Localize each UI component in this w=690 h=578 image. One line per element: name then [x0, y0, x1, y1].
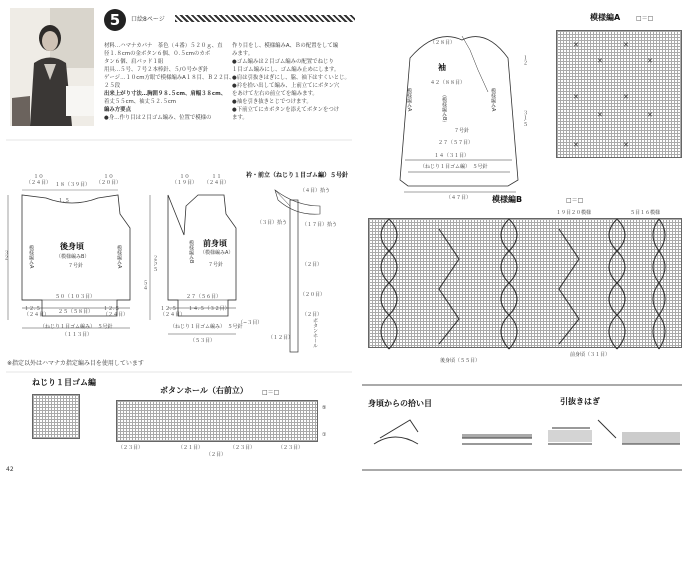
chart-a-cross: ✕ [597, 111, 603, 119]
sleeve-mid: ２７（５７目） [438, 140, 474, 146]
back-hem: ２５（５８目） [58, 309, 94, 315]
chart-b-top1: １９目２０模様 [556, 210, 592, 216]
buttonhole-title: ボタンホール（右前立） [160, 386, 248, 395]
back-pattern-a-left: 模様編みA [28, 245, 34, 269]
front-rib: （ねじり１目ゴム編み） ５号針 [170, 324, 243, 330]
page-number: 42 [6, 466, 14, 473]
buttonhole-legend: □＝□ [262, 389, 280, 396]
sleeve-top: （２８目） [430, 40, 456, 46]
pattern-number: 5 [104, 9, 126, 31]
back-bottom: （１１３目） [62, 332, 93, 338]
sleeve-bottom-in: １４（３１目） [434, 153, 470, 159]
front-needle: ７号針 [208, 262, 224, 268]
back-neck: １.５ [58, 198, 70, 204]
technique-pickup-title: 身頃からの拾い目 [368, 399, 432, 408]
back-needle: ７号針 [68, 263, 84, 269]
front-h2: ５４ [142, 280, 148, 290]
sleeve-length: ３１.５ [522, 110, 528, 127]
back-pattern-a-right: 模様編みA [116, 245, 122, 269]
chart-a-cross: ✕ [597, 57, 603, 65]
front-pattern-b: 模様編みB [188, 240, 194, 264]
front-title: 前身頃 [203, 239, 227, 248]
bh-row-1: ① [322, 432, 327, 438]
front-width: ２７（５６目） [186, 294, 222, 300]
collar-label-0: （４目）拾う [300, 188, 331, 194]
footnote: ※指定以外はハマナカ指定編み目を使用しています [7, 360, 144, 367]
bh-label-3: （２３目） [278, 445, 304, 451]
bh-label-0: （２３目） [118, 445, 144, 451]
sleeve-rib: （ねじり１目ゴム編） ５号針 [420, 164, 488, 170]
chart-a-cross: ✕ [573, 141, 579, 149]
bh-row-5: ⑤ [322, 405, 327, 411]
chart-a-cross: ✕ [647, 111, 653, 119]
collar-label-2: （１７目）拾う [302, 222, 338, 228]
back-rib: （ねじり１目ゴム編み） ５号針 [40, 324, 113, 330]
back-title: 後身頃 [60, 242, 84, 251]
collar-label-6: （１２目） [268, 335, 294, 341]
front-side: １２.５ （２４目） [160, 306, 186, 318]
collar-side: ボタンホール [312, 318, 318, 348]
sleeve-cap: １２ [522, 55, 528, 65]
bh-label-4: （２目） [206, 452, 227, 458]
chart-a-cross: ✕ [573, 41, 579, 49]
chart-a-cross: ✕ [623, 141, 629, 149]
back-height: ３２ [3, 250, 9, 260]
front-top-left: １０ （１９目） [172, 174, 198, 186]
pattern-ref: 口絵8ページ [131, 16, 165, 23]
back-top-left: １０ （２４目） [26, 174, 52, 186]
sleeve-pattern-a-left: 模様編みA [406, 88, 412, 112]
chart-a-cross: ✕ [647, 57, 653, 65]
chart-b-top2: ５目１６模様 [630, 210, 661, 216]
back-subtitle: （模様編みB） [56, 254, 90, 260]
materials-text: 材料…ハマナカパナ 茶色（４番）５２０ｇ、直 径１.８cmの金ボタン６個、０.５cmのカボ タン６個、肩パッド１組 用具…５号、７号２本棒針、５/０号かぎ針 ゲージ…１０cm方眼で模様編みA１８目、Ｂ２２目、 ２５段 出来上がり寸法…胸囲９８.５cm、肩幅３８cm、 着丈５５cm、袖丈５２.５cm 編み方要点 ●身…作り目は２目ゴム編み、位置で模様の [104, 43, 235, 121]
collar-label-3: （２目） [302, 262, 323, 268]
technique-slip-title: 引抜きはぎ [560, 397, 600, 406]
front-height: ２５.５ [152, 255, 158, 272]
back-side-left: １２.５ （２４目） [24, 306, 50, 318]
chart-b-bottom1: 後身頃（５５目） [440, 358, 481, 364]
back-side-right: １２.５ （２４目） [103, 306, 129, 318]
bh-label-1: （２１目） [178, 445, 204, 451]
chart-b-title: 模様編B [492, 195, 523, 204]
collar-label-5: （２目） [302, 312, 323, 318]
rib-chart-title: ねじり１目ゴム編 [32, 378, 96, 387]
chart-a-cross: ✕ [573, 93, 579, 101]
collar-label-1: （３目）拾う [257, 220, 288, 226]
chart-b-bottom2: 前身頃（３１目） [570, 352, 611, 358]
sleeve-width: ４２（８８目） [430, 80, 466, 86]
sleeve-bottom: （４７目） [446, 195, 472, 201]
sleeve-subtitle: （模様編みB） [441, 92, 447, 126]
chart-a-title: 模様編A [590, 13, 621, 22]
collar-title: 衿・前立（ねじり１目ゴム編）５号針 [246, 172, 349, 179]
front-minus: （−３目） [238, 320, 263, 326]
front-subtitle: （模様編みA） [200, 250, 234, 256]
back-top-mid: １８（３９目） [55, 182, 91, 188]
front-bottom: （５３目） [190, 338, 216, 344]
back-width: ５０（１０３目） [55, 294, 96, 300]
back-top-right: １０ （２０目） [96, 174, 122, 186]
method-text: 作り目をし、模様編みA、Ｂの配置をして編 みます。 ●ゴム編みは２目ゴム編みの配置でねじり １目ゴム編みにし、ゴム編み止めにします。 ●肩は引抜きはぎにし、脇、袖下はすくいとじ。 ●衿を拾い出して編み、上前立てにボタン穴 をあけて左右の前立てを編みます。 ●袖を引き抜きとじでつけます。 ●下前立てにカボタンを添えてボタンをつけ ます。 [232, 43, 350, 121]
sleeve-needle: ７号針 [454, 128, 470, 134]
bh-label-2: （２３目） [230, 445, 256, 451]
chart-a-cross: ✕ [623, 93, 629, 101]
collar-label-4: （２０目） [300, 292, 326, 298]
sleeve-title: 袖 [438, 63, 446, 72]
sleeve-pattern-a-right: 模様編みA [490, 88, 496, 112]
chart-a-legend: □＝□ [636, 15, 654, 22]
chart-b-legend: □＝□ [566, 197, 584, 204]
chart-a-cross: ✕ [623, 41, 629, 49]
front-top-right: １１ （２４目） [204, 174, 230, 186]
front-hem: １４.５（３２目） [188, 306, 230, 312]
